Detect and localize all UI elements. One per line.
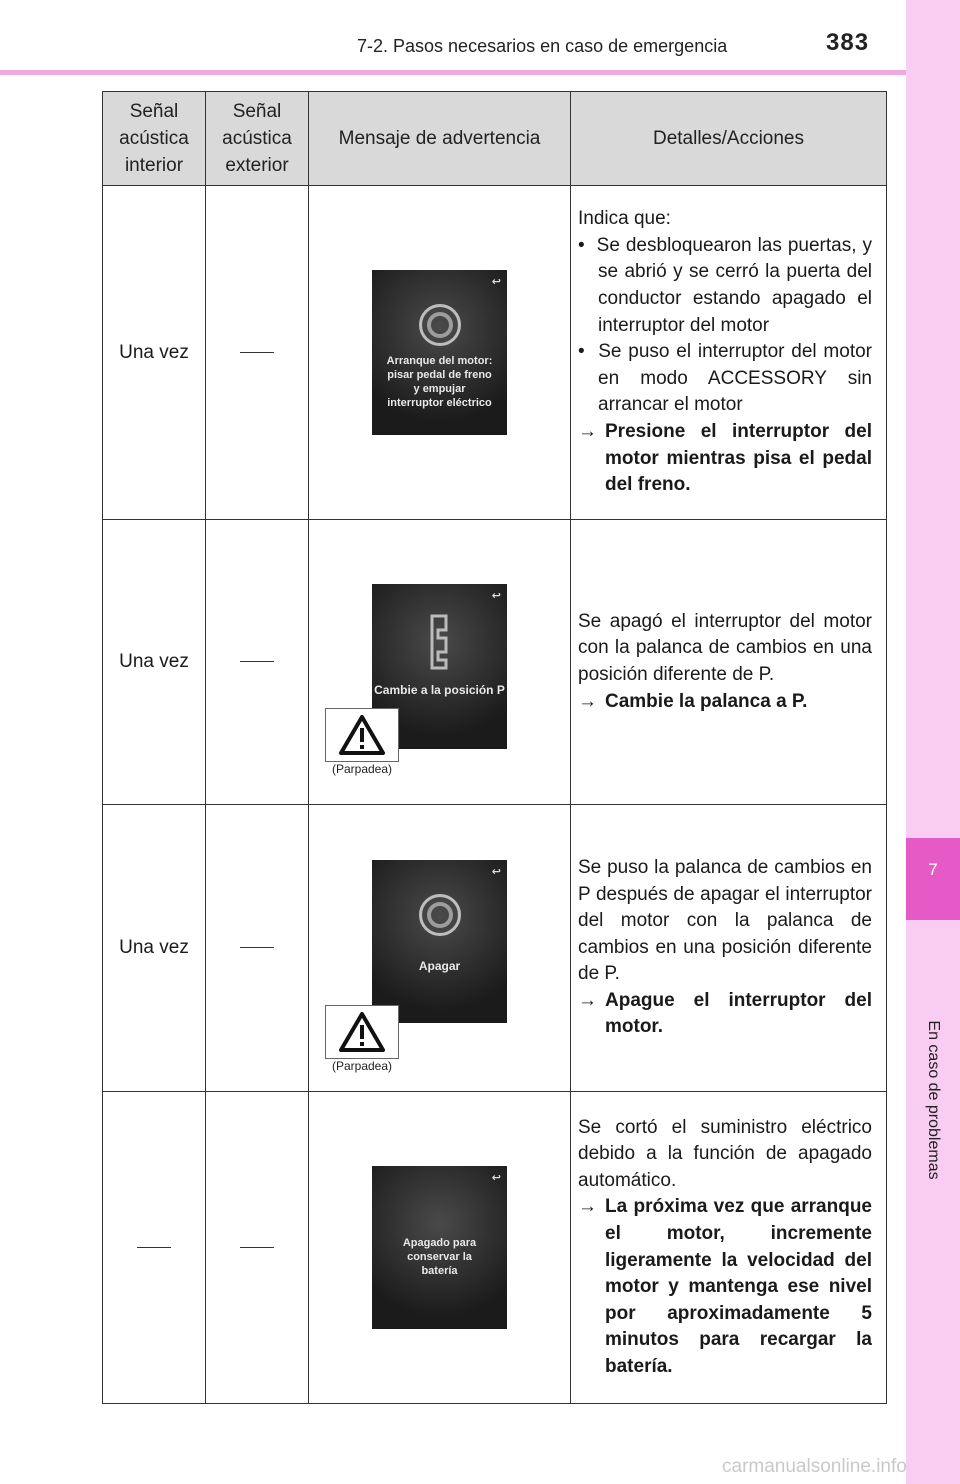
screen-message: Arranque del motor: pisar pedal de freno y empujar interruptor eléctrico (386, 355, 493, 409)
table-row (103, 1092, 887, 1404)
table-row (103, 520, 887, 805)
details-cell (571, 1092, 887, 1404)
details-text: Se puso la palanca de cambios en P después de apagar el interruptor del motor con la palanca de cambios en una posición diferente de P. (578, 856, 872, 985)
message-cell (309, 186, 571, 520)
col-header-details: Detalles/Acciones (571, 92, 887, 186)
screen-message: Apagar (418, 958, 461, 973)
details-cell (571, 186, 887, 520)
dash (137, 1247, 171, 1248)
interior-cell: Una vez (103, 186, 206, 520)
back-icon: ↩ (491, 865, 501, 878)
interior-cell: Una vez (103, 805, 206, 1092)
message-cell (309, 520, 571, 805)
dash (240, 661, 274, 662)
message-cell (309, 805, 571, 1092)
arrow-icon: → (578, 1196, 597, 1218)
table-row (103, 805, 887, 1092)
chapter-number: 7 (906, 838, 960, 920)
dash (240, 1247, 274, 1248)
action-text: → Cambie la palanca a P. (578, 689, 872, 716)
blink-caption: (Parpadea) (331, 1059, 393, 1073)
display-screen (372, 270, 507, 435)
warning-symbol (325, 1005, 399, 1059)
header-rule (0, 70, 906, 75)
details-cell (571, 805, 887, 1092)
chapter-side-tab (906, 0, 960, 1484)
arrow-icon: → (578, 690, 597, 712)
warning-triangle-icon (339, 1011, 385, 1053)
display-screen (372, 1166, 507, 1329)
list-item: • Se desbloquearon las puertas, y se abrió y se cerró la puerta del conductor estando apagado el interruptor del motor (578, 234, 872, 336)
dash (240, 352, 274, 353)
warning-table (102, 91, 887, 1404)
details-text: Se apagó el interruptor del motor con la palanca de cambios en una posición diferente de P. (578, 610, 872, 685)
display-screen (372, 860, 507, 1023)
exterior-cell (206, 805, 309, 1092)
interior-cell: Una vez (103, 520, 206, 805)
message-cell (309, 1092, 571, 1404)
interior-cell (103, 1092, 206, 1404)
action-text: → Apague el interruptor del motor. (578, 989, 872, 1038)
blink-caption: (Parpadea) (331, 762, 393, 776)
engine-switch-icon (419, 304, 461, 346)
exterior-cell (206, 1092, 309, 1404)
dash (240, 947, 274, 948)
col-header-exterior: Señal acústica exterior (206, 92, 309, 186)
warning-block (325, 708, 399, 776)
table-header-row (103, 92, 887, 186)
col-header-interior: Señal acústica interior (103, 92, 206, 186)
back-icon: ↩ (491, 589, 501, 602)
arrow-icon: → (578, 989, 597, 1011)
warning-block (325, 1005, 399, 1073)
exterior-cell (206, 520, 309, 805)
details-intro: Indica que: (578, 208, 671, 230)
chapter-title: En caso de problemas (925, 1020, 942, 1180)
section-title: 7-2. Pasos necesarios en caso de emergencia (357, 36, 728, 56)
back-icon: ↩ (491, 276, 501, 288)
exterior-cell (206, 186, 309, 520)
action-text: → Presione el interruptor del motor mientras pisa el pedal del freno. (578, 420, 872, 496)
screen-message: Cambie a la posición P (374, 682, 505, 697)
warning-triangle-icon (339, 714, 385, 756)
details-cell (571, 520, 887, 805)
shift-pattern-icon (420, 612, 460, 672)
warning-symbol (325, 708, 399, 762)
details-text: Se cortó el suministro eléctrico debido a la función de apagado automático. (578, 1116, 872, 1191)
engine-switch-icon (419, 894, 461, 936)
action-text: → La próxima vez que arranque el motor, incremente ligeramente la velocidad del motor y mantenga ese nivel por aproximadamente 5 minutos para recargar la batería. (578, 1196, 872, 1377)
back-icon: ↩ (491, 1172, 501, 1184)
col-header-message: Mensaje de advertencia (309, 92, 571, 186)
list-item: • Se puso el interruptor del motor en modo ACCESSORY sin arrancar el motor (578, 341, 872, 416)
table-row (103, 186, 887, 520)
arrow-icon: → (578, 420, 597, 442)
page-number: 383 (826, 29, 870, 56)
watermark: carmanualsonline.info (722, 1456, 907, 1477)
screen-message: Apagado para conservar la batería (402, 1237, 477, 1277)
